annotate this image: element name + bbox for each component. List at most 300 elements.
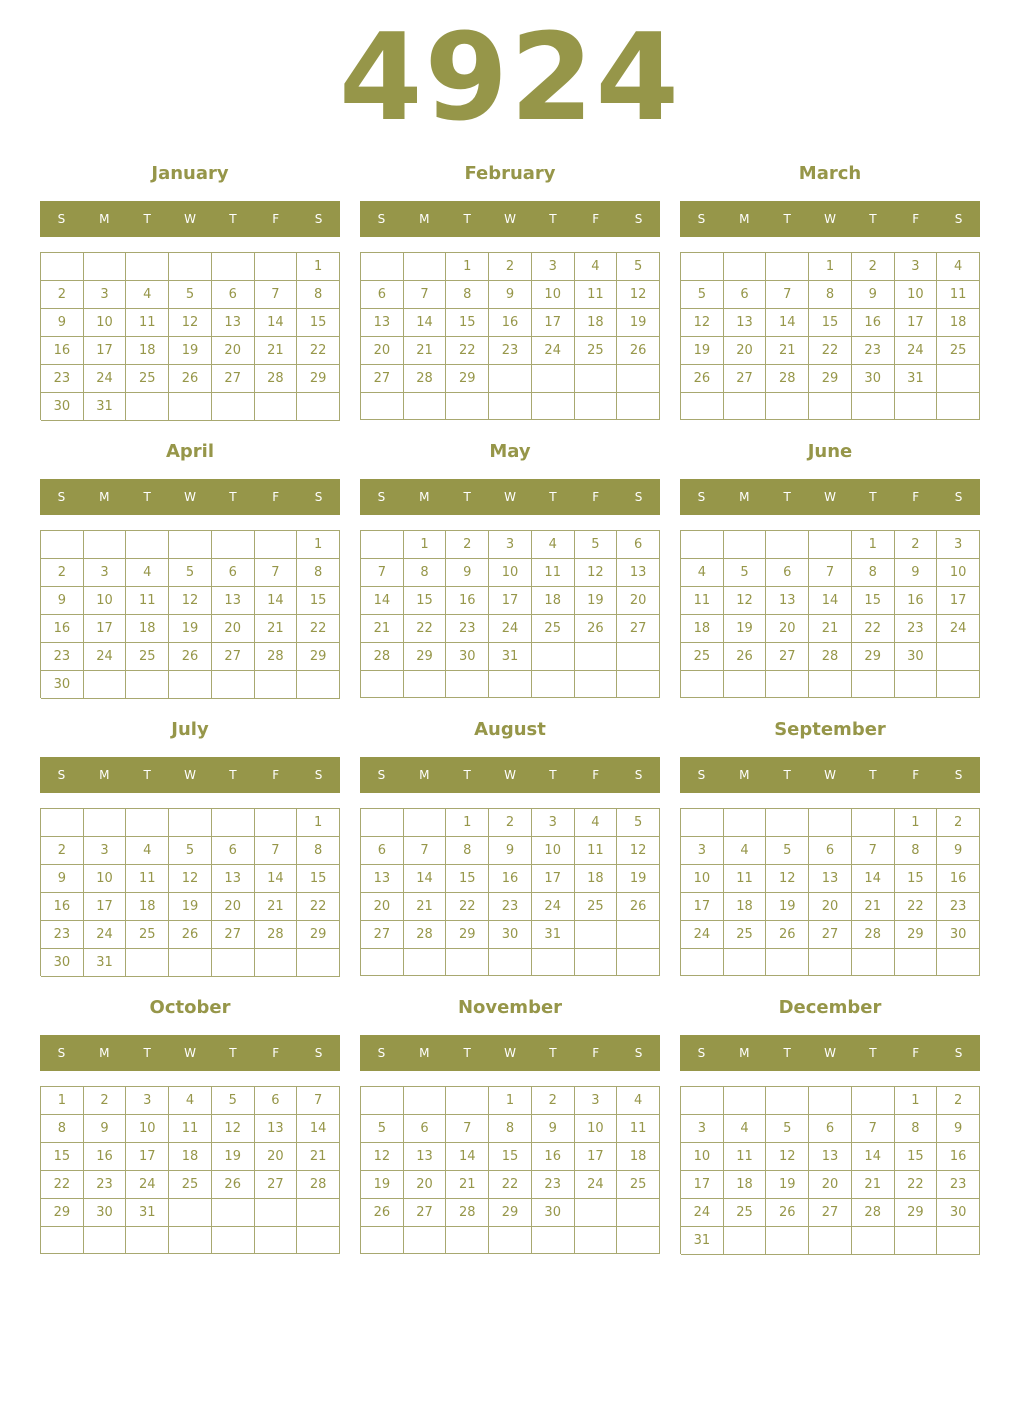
empty-cell — [84, 253, 127, 281]
empty-cell — [575, 671, 618, 698]
empty-cell — [809, 949, 852, 976]
weekday-label: F — [912, 490, 920, 504]
day-cell: 23 — [41, 643, 84, 671]
day-cell: 9 — [852, 281, 895, 309]
weekday-label: M — [739, 768, 750, 782]
day-cell: 11 — [724, 865, 767, 893]
empty-cell — [489, 671, 532, 698]
weekday-label: S — [954, 768, 963, 782]
empty-cell — [809, 393, 852, 420]
day-cell: 7 — [361, 559, 404, 587]
day-cell: 5 — [681, 281, 724, 309]
day-cell: 10 — [84, 865, 127, 893]
empty-cell — [532, 643, 575, 671]
month-name: February — [464, 163, 556, 184]
day-cell: 27 — [255, 1171, 298, 1199]
empty-cell — [212, 1227, 255, 1254]
day-cell: 10 — [126, 1115, 169, 1143]
weekday-label: T — [783, 490, 791, 504]
day-cell: 27 — [212, 643, 255, 671]
day-cell: 25 — [937, 337, 980, 365]
weekday-header — [360, 1035, 660, 1071]
empty-cell — [895, 949, 938, 976]
day-cell: 1 — [852, 531, 895, 559]
day-cell: 16 — [532, 1143, 575, 1171]
day-cell: 14 — [809, 587, 852, 615]
empty-cell — [169, 253, 212, 281]
weekday-header — [680, 201, 980, 237]
empty-cell — [361, 393, 404, 420]
day-cell: 16 — [937, 865, 980, 893]
day-cell: 29 — [489, 1199, 532, 1227]
day-cell: 2 — [446, 531, 489, 559]
empty-cell — [895, 671, 938, 698]
day-cell: 7 — [255, 281, 298, 309]
day-cell: 29 — [809, 365, 852, 393]
empty-cell — [489, 393, 532, 420]
day-cell: 11 — [937, 281, 980, 309]
weekday-label: S — [697, 212, 706, 226]
weekday-label: T — [143, 1046, 151, 1060]
day-cell: 24 — [532, 337, 575, 365]
day-cell: 5 — [169, 837, 212, 865]
day-cell: 27 — [361, 921, 404, 949]
day-cell: 23 — [532, 1171, 575, 1199]
empty-cell — [446, 949, 489, 976]
day-cell: 26 — [361, 1199, 404, 1227]
day-cell: 9 — [41, 309, 84, 337]
weekday-label: W — [824, 490, 836, 504]
day-cell: 20 — [212, 615, 255, 643]
empty-cell — [169, 671, 212, 699]
day-cell: 20 — [212, 337, 255, 365]
day-cell: 19 — [575, 587, 618, 615]
day-cell: 24 — [575, 1171, 618, 1199]
day-cell: 21 — [255, 893, 298, 921]
empty-cell — [489, 365, 532, 393]
day-cell: 17 — [489, 587, 532, 615]
day-cell: 11 — [169, 1115, 212, 1143]
day-cell: 28 — [852, 921, 895, 949]
day-cell: 23 — [895, 615, 938, 643]
weekday-label: M — [99, 768, 110, 782]
day-cell: 18 — [617, 1143, 660, 1171]
day-cell: 30 — [895, 643, 938, 671]
weekday-header — [40, 479, 340, 515]
month-name: December — [778, 997, 882, 1018]
day-cell: 24 — [489, 615, 532, 643]
day-cell: 17 — [895, 309, 938, 337]
day-cell: 26 — [766, 921, 809, 949]
day-cell: 29 — [446, 921, 489, 949]
day-cell: 6 — [212, 281, 255, 309]
day-cell: 10 — [84, 309, 127, 337]
weekday-label: T — [229, 490, 237, 504]
day-cell: 5 — [724, 559, 767, 587]
day-cell: 29 — [297, 643, 340, 671]
day-cell: 10 — [681, 1143, 724, 1171]
day-cell: 20 — [361, 893, 404, 921]
day-cell: 24 — [84, 365, 127, 393]
weekday-header — [680, 1035, 980, 1071]
empty-cell — [724, 1087, 767, 1115]
day-cell: 24 — [937, 615, 980, 643]
weekday-label: T — [549, 490, 557, 504]
day-cell: 4 — [126, 281, 169, 309]
empty-cell — [41, 1227, 84, 1254]
day-cell: 4 — [126, 837, 169, 865]
weekday-label: F — [272, 768, 280, 782]
day-cell: 29 — [895, 921, 938, 949]
day-cell: 16 — [446, 587, 489, 615]
day-cell: 17 — [126, 1143, 169, 1171]
day-cell: 14 — [404, 865, 447, 893]
day-cell: 15 — [489, 1143, 532, 1171]
day-cell: 21 — [446, 1171, 489, 1199]
weekday-label: T — [783, 212, 791, 226]
weekday-label: S — [697, 768, 706, 782]
day-cell: 12 — [575, 559, 618, 587]
month-name: July — [171, 719, 209, 740]
empty-cell — [575, 921, 618, 949]
day-cell: 17 — [575, 1143, 618, 1171]
weekday-label: T — [143, 490, 151, 504]
day-cell: 25 — [126, 921, 169, 949]
day-cell: 13 — [809, 1143, 852, 1171]
day-cell: 3 — [937, 531, 980, 559]
day-cell: 10 — [489, 559, 532, 587]
empty-cell — [532, 365, 575, 393]
month-name: November — [457, 997, 563, 1018]
weekday-label: M — [419, 1046, 430, 1060]
weekday-label: T — [463, 212, 471, 226]
day-cell: 25 — [126, 365, 169, 393]
weekday-label: M — [739, 490, 750, 504]
weekday-label: F — [272, 212, 280, 226]
day-cell: 29 — [446, 365, 489, 393]
day-grid — [680, 808, 980, 976]
day-cell: 18 — [724, 1171, 767, 1199]
month-december — [680, 994, 980, 1254]
weekday-label: T — [463, 768, 471, 782]
empty-cell — [404, 671, 447, 698]
day-cell: 26 — [575, 615, 618, 643]
empty-cell — [852, 949, 895, 976]
empty-cell — [724, 949, 767, 976]
day-cell: 26 — [169, 365, 212, 393]
day-cell: 20 — [766, 615, 809, 643]
day-cell: 23 — [41, 921, 84, 949]
empty-cell — [212, 393, 255, 421]
day-cell: 9 — [895, 559, 938, 587]
empty-cell — [724, 809, 767, 837]
empty-cell — [41, 809, 84, 837]
day-cell: 5 — [212, 1087, 255, 1115]
empty-cell — [852, 1227, 895, 1255]
empty-cell — [84, 531, 127, 559]
empty-cell — [255, 253, 298, 281]
weekday-header — [680, 757, 980, 793]
weekday-label: W — [504, 490, 516, 504]
day-cell: 31 — [681, 1227, 724, 1255]
weekday-label: W — [824, 212, 836, 226]
day-cell: 19 — [724, 615, 767, 643]
weekday-header — [360, 757, 660, 793]
empty-cell — [809, 531, 852, 559]
weekday-label: T — [229, 1046, 237, 1060]
empty-cell — [852, 671, 895, 698]
day-cell: 13 — [361, 865, 404, 893]
day-cell: 4 — [126, 559, 169, 587]
empty-cell — [446, 671, 489, 698]
day-cell: 13 — [766, 587, 809, 615]
weekday-label: W — [824, 1046, 836, 1060]
day-cell: 20 — [361, 337, 404, 365]
empty-cell — [255, 1227, 298, 1254]
day-cell: 20 — [404, 1171, 447, 1199]
day-cell: 11 — [724, 1143, 767, 1171]
day-cell: 30 — [937, 1199, 980, 1227]
day-cell: 14 — [446, 1143, 489, 1171]
day-cell: 8 — [895, 837, 938, 865]
day-cell: 13 — [809, 865, 852, 893]
day-cell: 21 — [404, 337, 447, 365]
day-cell: 12 — [766, 1143, 809, 1171]
weekday-label: T — [869, 768, 877, 782]
day-cell: 20 — [212, 893, 255, 921]
day-cell: 26 — [766, 1199, 809, 1227]
month-november — [360, 994, 660, 1254]
weekday-label: T — [229, 212, 237, 226]
day-cell: 22 — [809, 337, 852, 365]
day-cell: 17 — [84, 337, 127, 365]
month-april — [40, 438, 340, 698]
weekday-label: W — [504, 212, 516, 226]
day-cell: 4 — [617, 1087, 660, 1115]
day-cell: 18 — [575, 865, 618, 893]
empty-cell — [126, 531, 169, 559]
weekday-label: S — [954, 490, 963, 504]
day-cell: 11 — [126, 865, 169, 893]
day-cell: 18 — [681, 615, 724, 643]
weekday-label: T — [229, 768, 237, 782]
day-cell: 11 — [617, 1115, 660, 1143]
weekday-label: W — [184, 490, 196, 504]
day-cell: 21 — [361, 615, 404, 643]
empty-cell — [809, 1087, 852, 1115]
empty-cell — [126, 809, 169, 837]
empty-cell — [681, 393, 724, 420]
day-cell: 14 — [255, 865, 298, 893]
day-cell: 14 — [297, 1115, 340, 1143]
day-cell: 5 — [169, 281, 212, 309]
day-cell: 11 — [126, 587, 169, 615]
weekday-label: S — [57, 1046, 66, 1060]
day-cell: 6 — [809, 837, 852, 865]
empty-cell — [404, 393, 447, 420]
day-grid — [360, 1086, 660, 1254]
empty-cell — [361, 253, 404, 281]
day-cell: 30 — [84, 1199, 127, 1227]
empty-cell — [617, 921, 660, 949]
weekday-label: T — [143, 212, 151, 226]
weekday-label: F — [272, 1046, 280, 1060]
day-cell: 27 — [212, 921, 255, 949]
day-cell: 1 — [489, 1087, 532, 1115]
day-cell: 26 — [617, 893, 660, 921]
empty-cell — [575, 1227, 618, 1254]
day-grid — [40, 808, 340, 976]
day-cell: 28 — [766, 365, 809, 393]
weekday-label: S — [57, 768, 66, 782]
empty-cell — [617, 949, 660, 976]
month-september — [680, 716, 980, 976]
day-cell: 3 — [84, 837, 127, 865]
empty-cell — [681, 531, 724, 559]
weekday-label: T — [869, 212, 877, 226]
day-cell: 9 — [937, 1115, 980, 1143]
day-cell: 9 — [532, 1115, 575, 1143]
day-cell: 25 — [126, 643, 169, 671]
day-grid — [360, 808, 660, 976]
month-october — [40, 994, 340, 1254]
day-cell: 18 — [169, 1143, 212, 1171]
day-cell: 4 — [724, 1115, 767, 1143]
day-cell: 29 — [41, 1199, 84, 1227]
day-cell: 26 — [681, 365, 724, 393]
day-cell: 8 — [809, 281, 852, 309]
empty-cell — [766, 949, 809, 976]
day-cell: 17 — [937, 587, 980, 615]
day-cell: 24 — [84, 921, 127, 949]
day-cell: 20 — [617, 587, 660, 615]
day-cell: 19 — [169, 615, 212, 643]
day-cell: 13 — [212, 309, 255, 337]
day-cell: 3 — [681, 1115, 724, 1143]
day-cell: 9 — [41, 865, 84, 893]
empty-cell — [937, 643, 980, 671]
day-cell: 29 — [895, 1199, 938, 1227]
day-cell: 4 — [575, 253, 618, 281]
empty-cell — [766, 671, 809, 698]
day-cell: 19 — [169, 337, 212, 365]
day-cell: 22 — [297, 337, 340, 365]
day-cell: 9 — [489, 837, 532, 865]
day-cell: 18 — [532, 587, 575, 615]
empty-cell — [766, 253, 809, 281]
empty-cell — [41, 253, 84, 281]
day-cell: 13 — [212, 587, 255, 615]
empty-cell — [446, 393, 489, 420]
empty-cell — [446, 1227, 489, 1254]
day-cell: 16 — [41, 337, 84, 365]
empty-cell — [809, 1227, 852, 1255]
day-cell: 2 — [937, 1087, 980, 1115]
empty-cell — [852, 393, 895, 420]
month-name: March — [798, 163, 862, 184]
weekday-label: S — [377, 490, 386, 504]
day-cell: 12 — [724, 587, 767, 615]
weekday-label: S — [377, 768, 386, 782]
day-cell: 28 — [361, 643, 404, 671]
day-cell: 13 — [617, 559, 660, 587]
weekday-label: T — [463, 1046, 471, 1060]
day-cell: 4 — [937, 253, 980, 281]
day-cell: 3 — [84, 559, 127, 587]
day-cell: 31 — [895, 365, 938, 393]
month-name: June — [807, 441, 853, 462]
day-cell: 31 — [126, 1199, 169, 1227]
empty-cell — [617, 1227, 660, 1254]
day-cell: 30 — [489, 921, 532, 949]
day-cell: 19 — [766, 893, 809, 921]
day-grid — [680, 530, 980, 698]
empty-cell — [404, 1087, 447, 1115]
weekday-label: W — [504, 1046, 516, 1060]
empty-cell — [809, 671, 852, 698]
day-cell: 2 — [84, 1087, 127, 1115]
day-cell: 7 — [852, 837, 895, 865]
weekday-label: S — [954, 212, 963, 226]
empty-cell — [212, 949, 255, 977]
day-cell: 1 — [297, 253, 340, 281]
day-cell: 1 — [446, 809, 489, 837]
empty-cell — [255, 393, 298, 421]
day-cell: 19 — [361, 1171, 404, 1199]
day-cell: 1 — [41, 1087, 84, 1115]
empty-cell — [937, 949, 980, 976]
empty-cell — [84, 1227, 127, 1254]
day-cell: 24 — [126, 1171, 169, 1199]
day-cell: 16 — [41, 893, 84, 921]
month-name: September — [774, 719, 886, 740]
empty-cell — [255, 1199, 298, 1227]
day-cell: 6 — [361, 837, 404, 865]
day-grid — [680, 1086, 980, 1254]
empty-cell — [84, 809, 127, 837]
weekday-label: M — [99, 212, 110, 226]
day-cell: 18 — [724, 893, 767, 921]
day-cell: 22 — [895, 1171, 938, 1199]
day-grid — [40, 530, 340, 698]
empty-cell — [766, 531, 809, 559]
day-cell: 21 — [852, 1171, 895, 1199]
day-cell: 17 — [532, 309, 575, 337]
weekday-label: F — [592, 768, 600, 782]
day-cell: 6 — [361, 281, 404, 309]
weekday-label: T — [463, 490, 471, 504]
day-cell: 12 — [681, 309, 724, 337]
day-cell: 30 — [532, 1199, 575, 1227]
empty-cell — [361, 671, 404, 698]
day-cell: 3 — [681, 837, 724, 865]
weekday-label: S — [634, 1046, 643, 1060]
empty-cell — [681, 809, 724, 837]
empty-cell — [297, 671, 340, 699]
day-cell: 30 — [446, 643, 489, 671]
day-cell: 21 — [255, 337, 298, 365]
empty-cell — [766, 1227, 809, 1255]
day-cell: 25 — [575, 337, 618, 365]
day-cell: 3 — [575, 1087, 618, 1115]
day-cell: 31 — [489, 643, 532, 671]
day-cell: 22 — [489, 1171, 532, 1199]
year-title: 4924 — [339, 9, 681, 148]
day-grid — [360, 252, 660, 420]
weekday-label: S — [377, 212, 386, 226]
month-march — [680, 160, 980, 420]
day-cell: 4 — [575, 809, 618, 837]
